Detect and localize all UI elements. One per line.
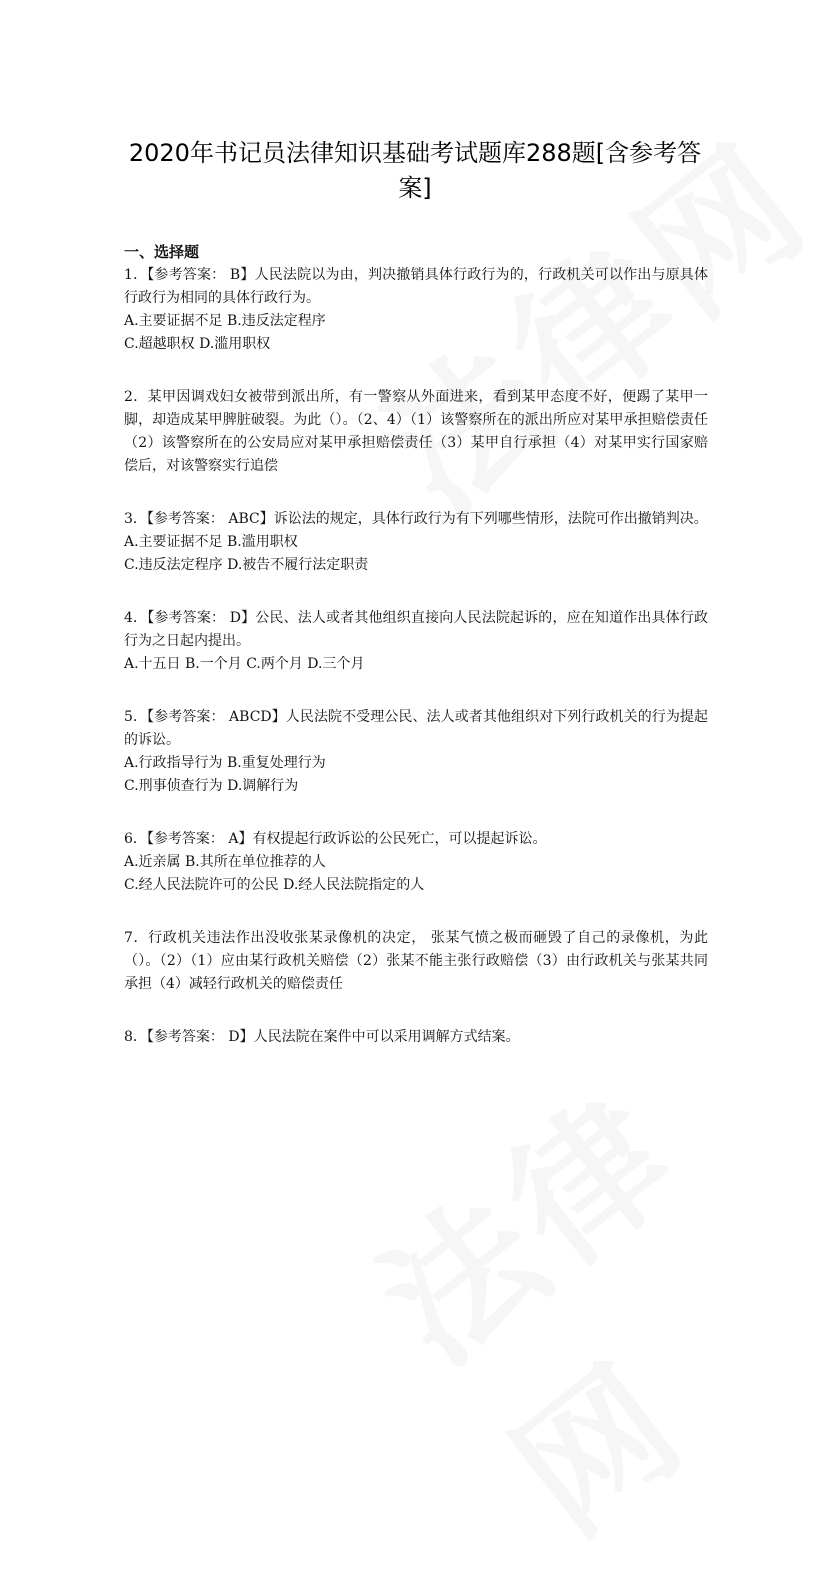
- question-option: A.主要证据不足 B.违反法定程序: [124, 313, 326, 329]
- question-5: [124, 706, 708, 798]
- question-text: 4．【参考答案： D】公民、法人或者其他组织直接向人民法院起诉的，应在知道作出具体行政行为之日起内提出。: [124, 610, 708, 649]
- question-6: [124, 828, 708, 897]
- question-text: 3．【参考答案： ABC】诉讼法的规定，具体行政行为有下列哪些情形，法院可作出撤销判决。: [124, 511, 708, 527]
- question-text: 5．【参考答案： ABCD】人民法院不受理公民、法人或者其他组织对下列行政机关的行为提起的诉讼。: [124, 709, 708, 748]
- question-8: [124, 1026, 708, 1049]
- question-7: [124, 927, 708, 996]
- question-option: C.超越职权 D.滥用职权: [124, 336, 271, 352]
- question-text: 2．某甲因调戏妇女被带到派出所，有一警察从外面进来，看到某甲态度不好，便踢了某甲一脚，却造成某甲脾脏破裂。为此（）。（2、4）（1）该警察所在的派出所应对某甲承担赔偿责任（2）该警察所在的公安局应对某甲承担赔偿责任（3）某甲自行承担（4）对某甲实行国家赔偿后，对该警察实行追偿: [124, 389, 708, 474]
- question-2: [124, 386, 708, 478]
- question-option: A.近亲属 B.其所在单位推荐的人: [124, 854, 326, 870]
- document-body: [124, 241, 708, 1079]
- page-title: 2020年书记员法律知识基础考试题库288题[含参考答案]: [128, 139, 702, 202]
- question-text: 6．【参考答案： A】有权提起行政诉讼的公民死亡，可以提起诉讼。: [124, 831, 547, 847]
- question-text: 7．行政机关违法作出没收张某录像机的决定， 张某气愤之极而砸毁了自己的录像机，为此（）。（2）（1）应由某行政机关赔偿（2）张某不能主张行政赔偿（3）由行政机关与张某共同承担（4）减轻行政机关的赔偿责任: [124, 930, 708, 992]
- question-3: [124, 508, 708, 577]
- question-text: 1．【参考答案： B】人民法院以为由，判决撤销具体行政行为的，行政机关可以作出与原具体行政行为相同的具体行政行为。: [124, 267, 708, 306]
- question-option: A.主要证据不足 B.滥用职权: [124, 534, 298, 550]
- question-option: C.经人民法院许可的公民 D.经人民法院指定的人: [124, 877, 425, 893]
- question-option: C.违反法定程序 D.被告不履行法定职责: [124, 557, 369, 573]
- section-heading: 一、选择题: [124, 243, 200, 261]
- question-1: [124, 264, 708, 356]
- question-text: 8．【参考答案： D】人民法院在案件中可以采用调解方式结案。: [124, 1029, 520, 1045]
- question-option: A.十五日 B.一个月 C.两个月 D.三个月: [124, 656, 365, 672]
- question-option: C.刑事侦查行为 D.调解行为: [124, 778, 299, 794]
- question-4: [124, 607, 708, 676]
- question-option: A.行政指导行为 B.重复处理行为: [124, 755, 326, 771]
